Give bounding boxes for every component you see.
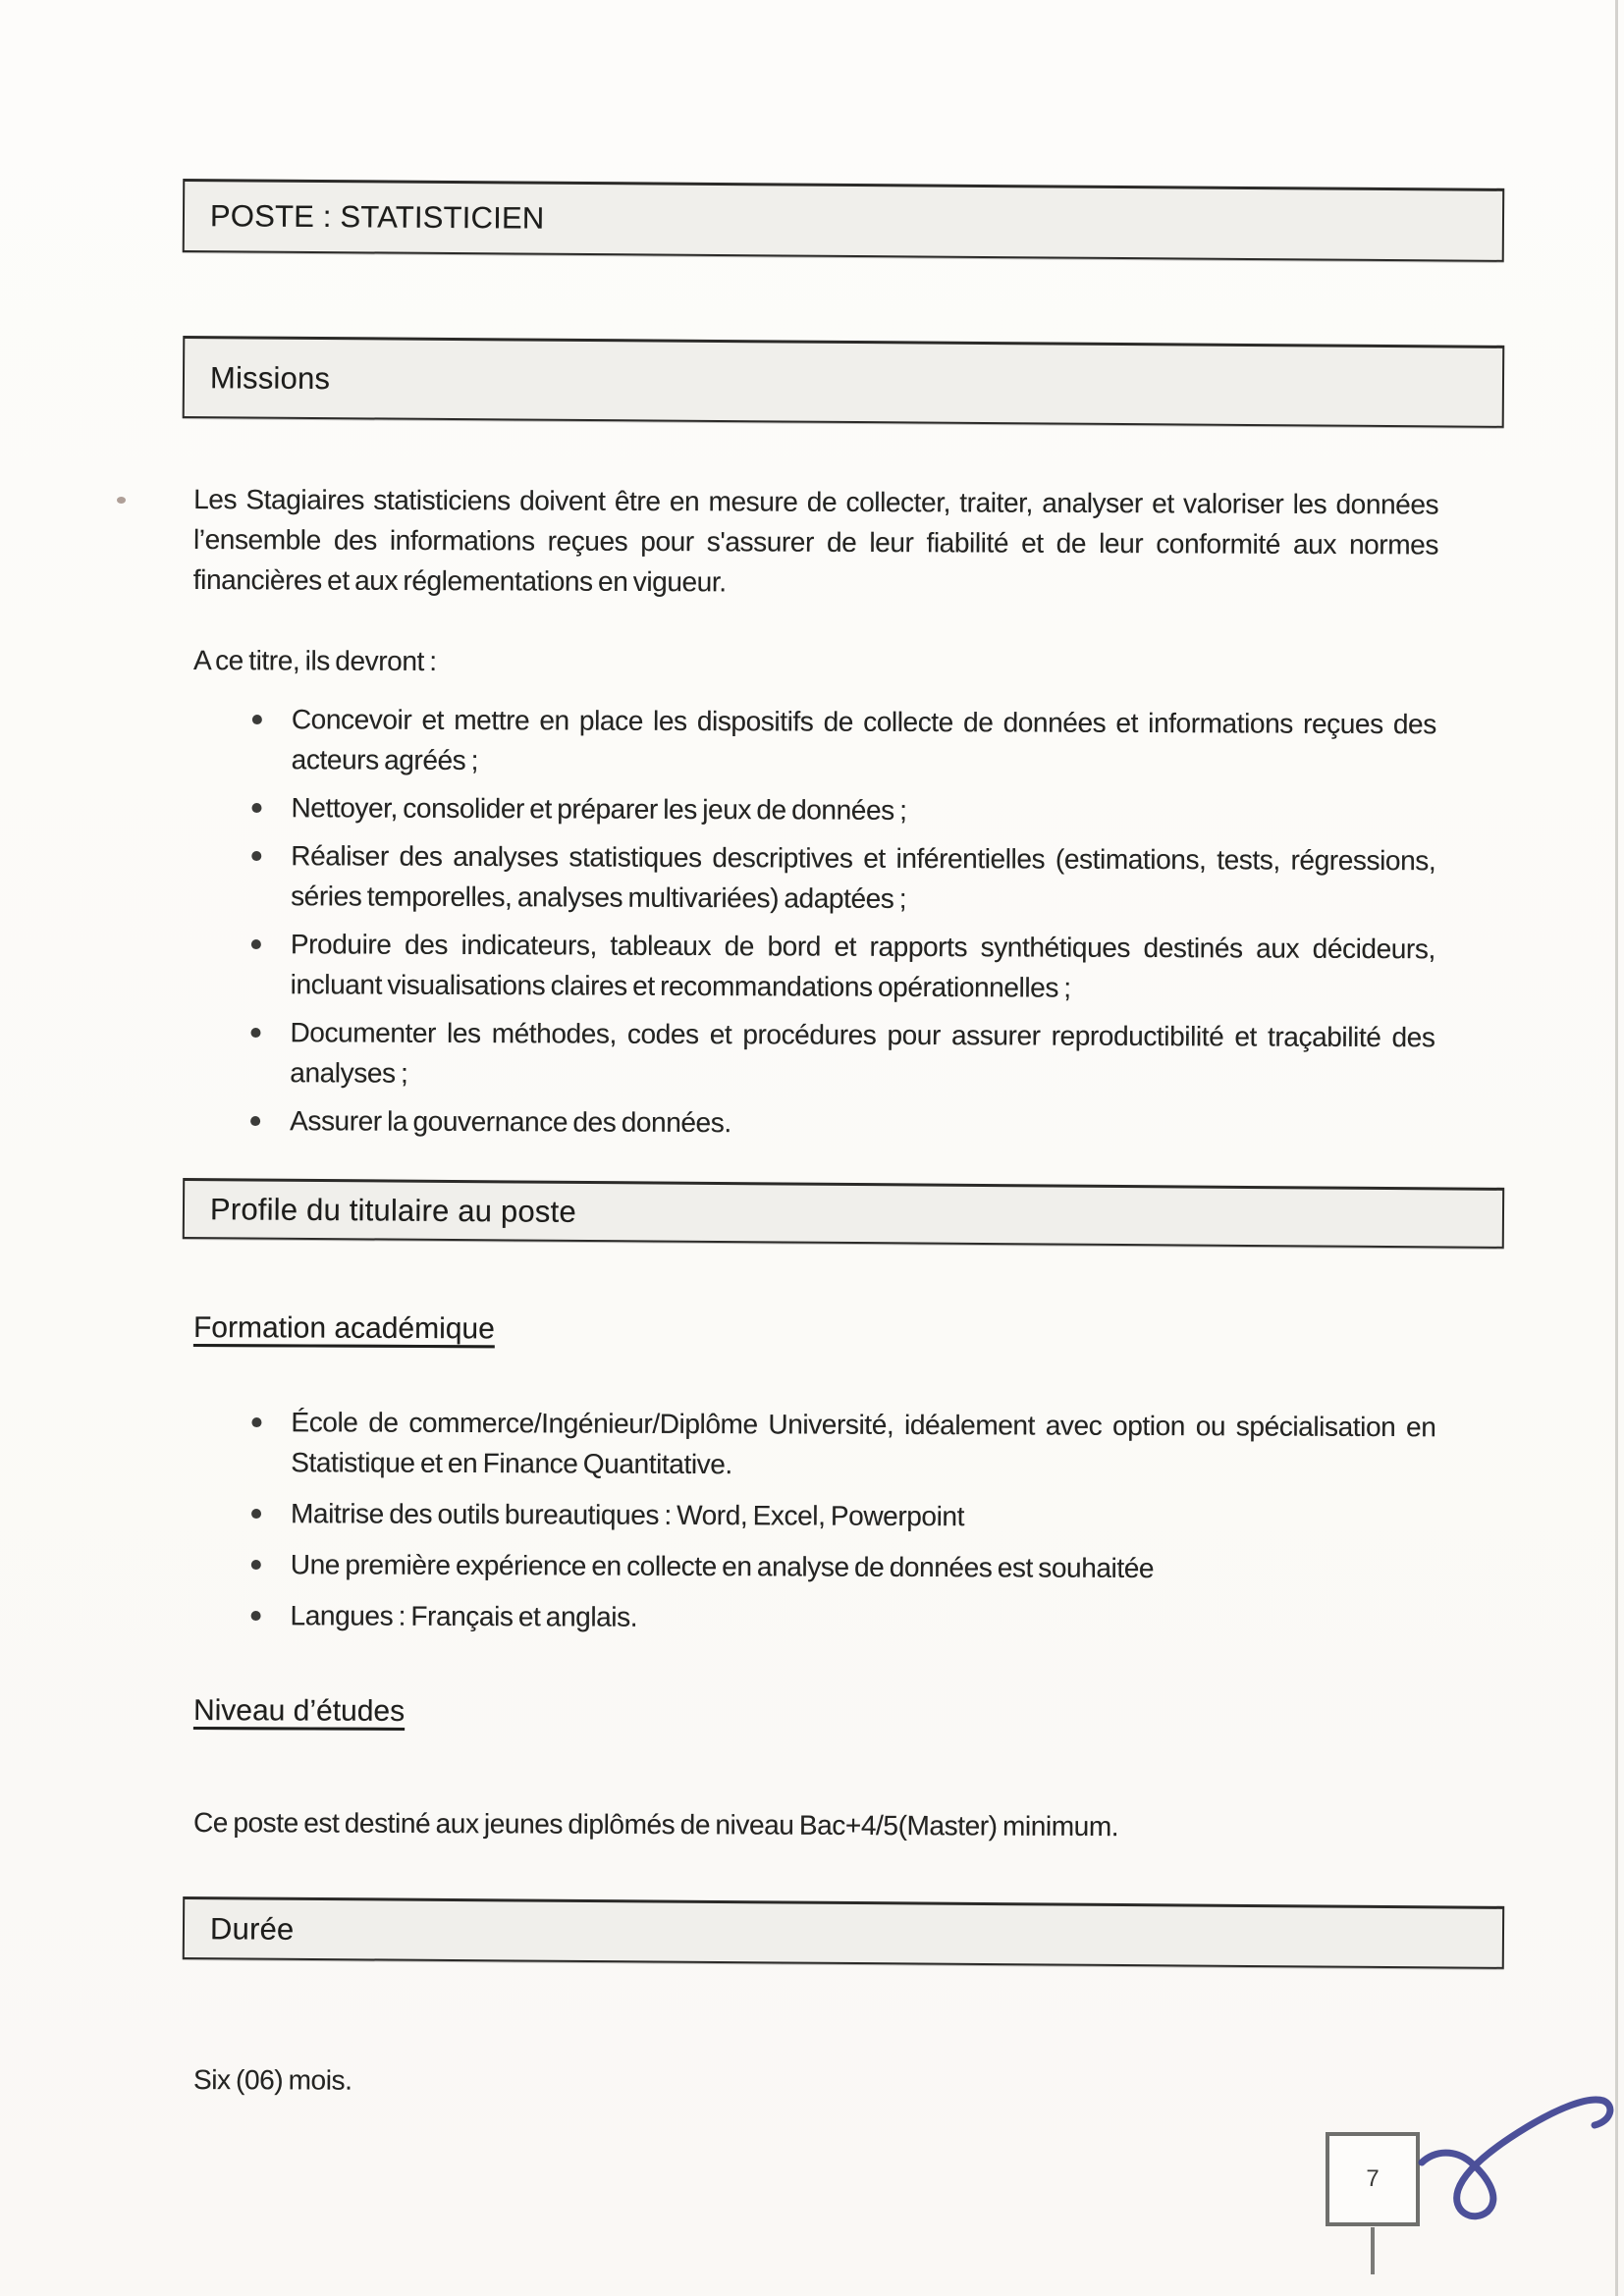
formation-item xyxy=(245,1402,1435,1487)
task-item-text: Assurer la gouvernance des données. xyxy=(290,1105,731,1139)
formation-item xyxy=(245,1595,1435,1640)
bullet-dot-icon xyxy=(251,1417,261,1427)
missions-intro-paragraph: Les Stagiaires statisticiens doivent être en mesure de collecter, traiter, analyser et valoriser les données l’ensemble des informations reçues pour s'assurer de leur fiabilité et de leur conformité aux normes financières et aux réglementations en vigueur. xyxy=(192,484,1439,598)
profile-section-label: Profile du titulaire au poste xyxy=(209,1191,576,1229)
formation-item xyxy=(245,1493,1435,1538)
ink-signature-icon xyxy=(1410,2085,1624,2232)
bullet-dot-icon xyxy=(251,851,261,861)
task-item-text: Concevoir et mettre en place les dispositifs de collecte de données et informations reçues des acteurs agréés ; xyxy=(291,704,1436,776)
bullet-dot-icon xyxy=(251,803,261,813)
task-item xyxy=(245,924,1435,1009)
formation-item-text: Maitrise des outils bureautiques : Word, Excel, Powerpoint xyxy=(290,1498,965,1532)
missions-task-list xyxy=(244,699,1436,1146)
bullet-dot-icon xyxy=(251,1509,261,1519)
formation-item-text: École de commerce/Ingénieur/Diplôme Université, idéalement avec option ou spécialisation en Statistique et en Finance Quantitative. xyxy=(291,1407,1436,1480)
formation-item-text: Langues : Français et anglais. xyxy=(290,1600,638,1632)
education-level-text: Ce poste est destiné aux jeunes diplômés de niveau Bac+4/5(Master) minimum. xyxy=(192,1807,1119,1842)
page-number: 7 xyxy=(1366,2165,1380,2192)
task-item-text: Produire des indicateurs, tableaux de bord et rapports synthétiques destinés aux décideurs, incluant visualisations claires et recommandations opérationnelles ; xyxy=(290,929,1435,1003)
formation-item xyxy=(245,1544,1435,1589)
profile-section-box xyxy=(183,1178,1504,1249)
scan-edge-line xyxy=(1615,0,1618,2296)
post-title-label: POSTE : STATISTICIEN xyxy=(209,198,545,236)
task-item xyxy=(244,1100,1435,1146)
bullet-dot-icon xyxy=(252,715,262,724)
task-item xyxy=(246,699,1436,784)
bullet-dot-icon xyxy=(251,939,261,949)
task-item xyxy=(245,787,1435,832)
duration-section-box xyxy=(183,1896,1504,1969)
task-item xyxy=(244,1012,1435,1097)
formation-item-text: Une première expérience en collecte en analyse de données est souhaitée xyxy=(290,1549,1155,1584)
missions-section-label: Missions xyxy=(209,359,331,396)
formation-list xyxy=(244,1402,1435,1651)
formation-heading: Formation académique xyxy=(192,1311,495,1346)
missions-section-box xyxy=(183,336,1505,428)
missions-lead-in: A ce titre, ils devront : xyxy=(192,645,437,677)
bullet-dot-icon xyxy=(251,1560,261,1570)
scan-speck xyxy=(117,497,126,504)
post-title-box xyxy=(183,179,1505,262)
page-number-tail-line xyxy=(1371,2227,1375,2274)
task-item-text: Réaliser des analyses statistiques descriptives et inférentielles (estimations, tests, régressions, séries temporelles, analyses multivariées) adaptées ; xyxy=(291,840,1436,914)
education-level-heading: Niveau d’études xyxy=(192,1694,406,1728)
duration-section-label: Durée xyxy=(209,1910,295,1947)
bullet-dot-icon xyxy=(250,1028,260,1038)
page-number-box xyxy=(1326,2132,1420,2226)
task-item-text: Documenter les méthodes, codes et procédures pour assurer reproductibilité et traçabilité des analyses ; xyxy=(290,1017,1435,1089)
bullet-dot-icon xyxy=(250,1116,260,1126)
duration-text: Six (06) mois. xyxy=(192,2064,352,2096)
bullet-dot-icon xyxy=(251,1611,261,1621)
task-item-text: Nettoyer, consolider et préparer les jeux de données ; xyxy=(291,792,907,826)
task-item xyxy=(245,835,1435,921)
